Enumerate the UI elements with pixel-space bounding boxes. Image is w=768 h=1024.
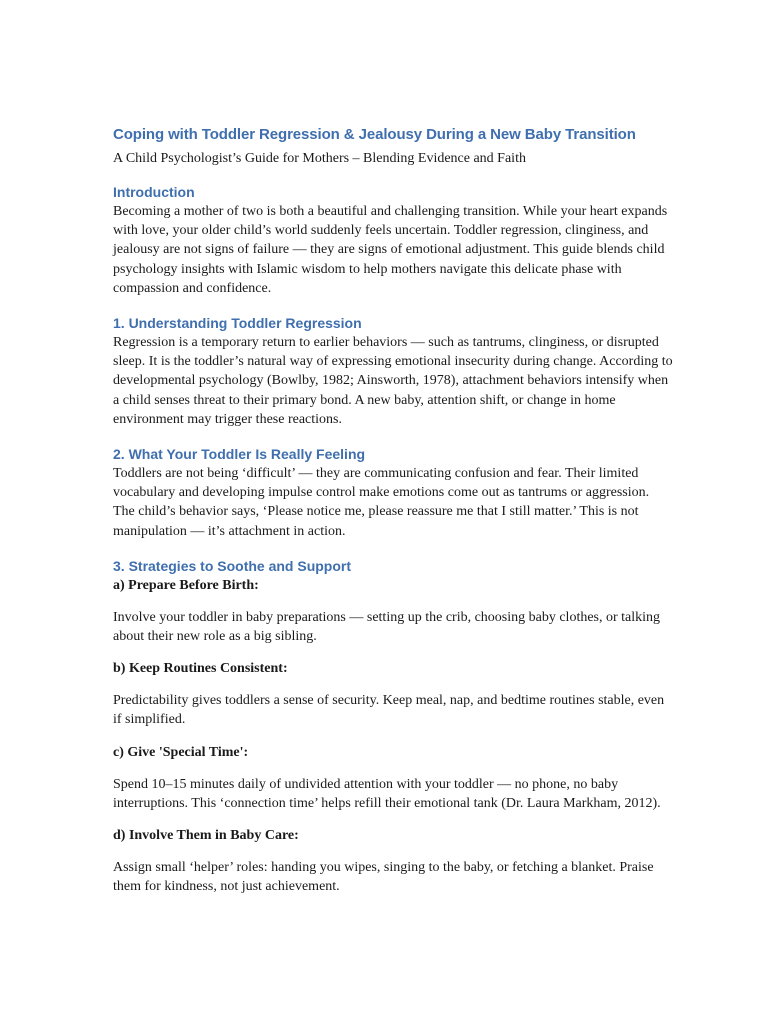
document-body bbox=[113, 124, 673, 896]
strategy-body-prepare-before-birth: Involve your toddler in baby preparations — setting up the crib, choosing baby clothes, or talking about their new role as a big sibling. bbox=[113, 609, 661, 645]
strategy-body-keep-routines: Predictability gives toddlers a sense of security. Keep meal, nap, and bedtime routines stable, even if simplified. bbox=[113, 693, 665, 728]
strategy-heading-prepare-before-birth: a) Prepare Before Birth: bbox=[113, 577, 259, 593]
section-body-toddler-feeling: Toddlers are not being ‘difficult’ — they are communicating confusion and fear. Their limited vocabulary and developing impulse control make emotions come out as tantrums or aggression. The child’s behavior says, ‘Please notice me, please reassure me that I still matter.’ This is not manipulation — it’s attachment in action. bbox=[113, 466, 650, 539]
section-heading-understanding-regression: 1. Understanding Toddler Regression bbox=[113, 315, 362, 332]
document-title: Coping with Toddler Regression & Jealousy During a New Baby Transition bbox=[113, 126, 636, 143]
section-heading-strategies: 3. Strategies to Soothe and Support bbox=[113, 557, 352, 574]
strategy-heading-special-time: c) Give 'Special Time': bbox=[113, 744, 249, 760]
strategy-body-baby-care: Assign small ‘helper’ roles: handing you wipes, singing to the baby, or fetching a blanket. Praise them for kindness, not just achievement. bbox=[113, 860, 654, 895]
document-subtitle: A Child Psychologist’s Guide for Mothers – Blending Evidence and Faith bbox=[113, 151, 526, 166]
strategy-body-special-time: Spend 10–15 minutes daily of undivided attention with your toddler — no phone, no baby interruptions. This ‘connection time’ helps refill their emotional tank (Dr. Laura Markham, 2012). bbox=[113, 776, 661, 811]
section-body-introduction: Becoming a mother of two is both a beautiful and challenging transition. While your heart expands with love, your older child’s world suddenly feels uncertain. Toddler regression, clinginess, and jealousy are not signs of failure — they are signs of emotional adjustment. This guide blends child psychology insights with Islamic wisdom to help mothers navigate this delicate phase with compassion and confidence. bbox=[113, 204, 668, 296]
section-body-understanding-regression: Regression is a temporary return to earlier behaviors — such as tantrums, clinginess, or disrupted sleep. It is the toddler’s natural way of expressing emotional insecurity during change. According to developmental psychology (Bowlby, 1982; Ainsworth, 1978), attachment behaviors intensify when a child senses threat to their primary bond. A new baby, attention shift, or change in home environment may trigger these reactions. bbox=[113, 335, 673, 427]
section-heading-introduction: Introduction bbox=[113, 184, 195, 200]
strategy-heading-keep-routines: b) Keep Routines Consistent: bbox=[113, 661, 288, 677]
section-heading-toddler-feeling: 2. What Your Toddler Is Really Feeling bbox=[113, 446, 366, 463]
strategy-heading-baby-care: d) Involve Them in Baby Care: bbox=[113, 828, 299, 844]
